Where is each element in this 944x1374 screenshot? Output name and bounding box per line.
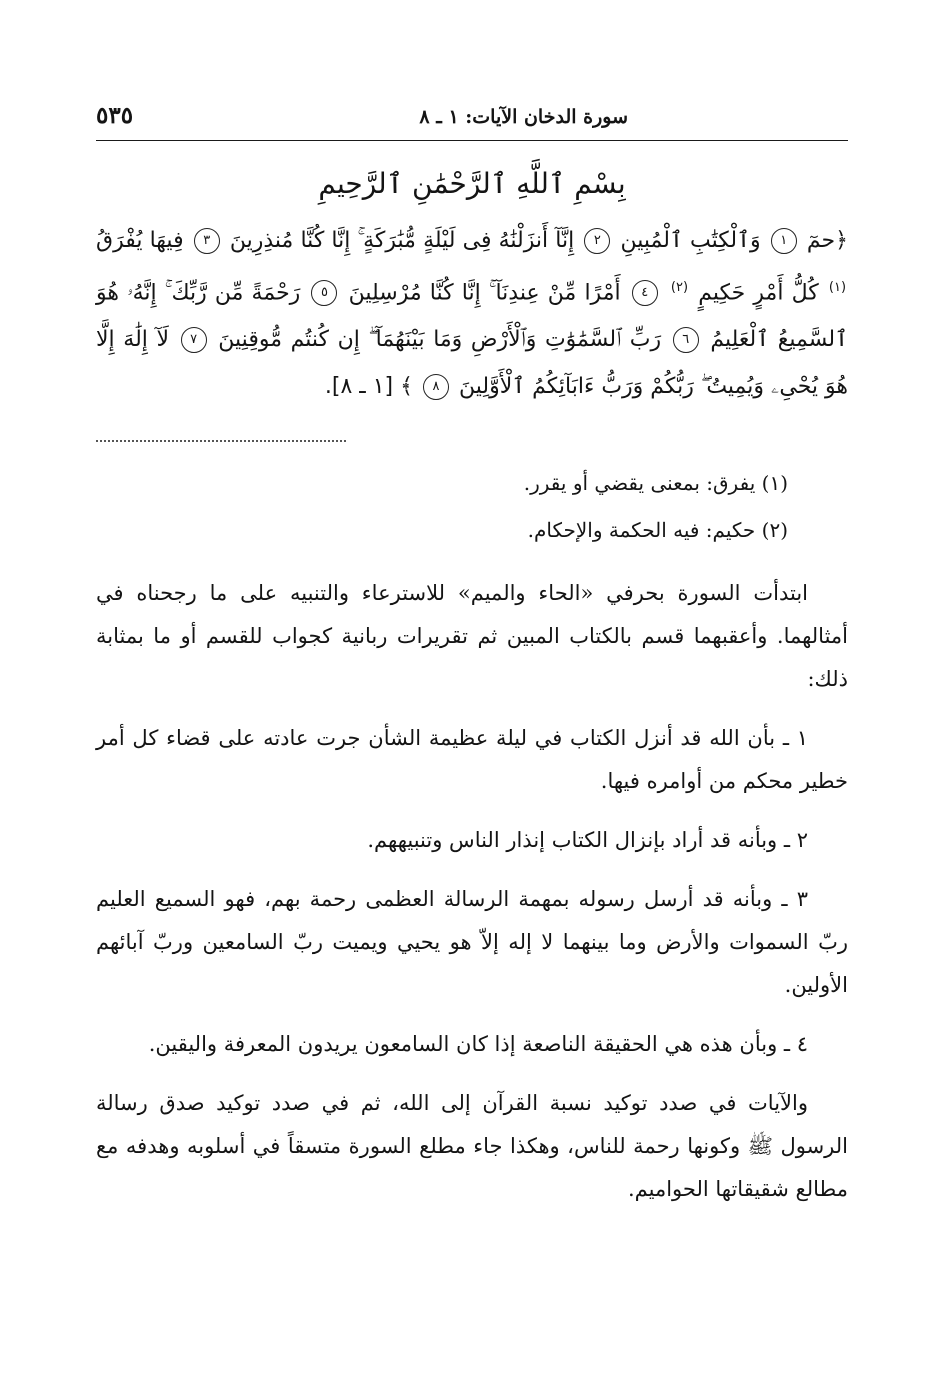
ayah-number-marker: ٣ [194,228,220,254]
ayah-number-marker: ١ [771,228,797,254]
paragraph: ابتدأت السورة بحرفي «الحاء والميم» للاسترعاء والتنبيه على ما رجحناه في أمثالهما. وأعقبهما قسم بالكتاب المبين ثم تقريرات ربانية كجواب للقسم أو ما بمثابة ذلك: [96,581,848,692]
page-number: ٥٣٥ [96,102,134,129]
verse-reference: ﴾ [١ ـ ٨]. [324,374,413,400]
paragraph: والآيات في صدد توكيد نسبة القرآن إلى الله، ثم في صدد توكيد صدق رسالة الرسول ﷺ وكونها رحمة للناس، وهكذا جاء مطلع السورة متسقاً في أسلوبه وهدفه مع مطالع شقيقاتها الحواميم. [96,1091,848,1202]
paragraph: ٢ ـ وبأنه قد أراد بإنزال الكتاب إنذار الناس وتنبيههم. [367,828,808,853]
ayah-number-marker: ٥ [311,280,337,306]
verse-text: إِنَّآ أَنزَلْنَٰهُ فِى لَيْلَةٍ مُّبَٰرَكَةٍ ۚ إِنَّا كُنَّا مُنذِرِينَ [229,228,575,253]
verse-text: وَٱلْكِتَٰبِ ٱلْمُبِينِ [620,228,761,253]
verse-text: رَبِّ ٱلسَّمَٰوَٰتِ وَٱلْأَرْضِ وَمَا بَيْنَهُمَآ ۖ إِن كُنتُم مُّوقِنِينَ [218,327,662,353]
ayah-number-marker: ٢ [584,228,610,254]
ayah-number-marker: ٤ [632,280,658,306]
paragraph: ١ ـ بأن الله قد أنزل الكتاب في ليلة عظيمة الشأن جرت عادته على قضاء كل أمر خطير محكم من أوامره فيها. [96,726,848,794]
footnote-reference: (١) [828,280,847,295]
verse-text: فِيهَا يُفْرَقُ [96,228,184,253]
footnotes [96,460,848,554]
verse-text: لَآ إِلَٰهَ إِلَّا هُوَ يُحْىِۦ وَيُمِيتُ ۖ رَبُّكُمْ وَرَبُّ ءَابَآئِكُمُ ٱلْأَوَّلِينَ [96,327,848,400]
running-title: سورة الدخان الآيات: ١ ـ ٨ [419,106,628,128]
footnote: (٢) حكيم: فيه الحكمة والإحكام. [527,518,788,543]
quran-verses [96,217,848,410]
paragraph: ٤ ـ وبأن هذه هي الحقيقة الناصعة إذا كان السامعون يريدون المعرفة واليقين. [148,1032,808,1057]
verse-text: ﴿حمٓ [806,228,848,253]
ayah-number-marker: ٧ [181,327,207,353]
footnote: (١) يفرق: بمعنى يقضي أو يقرر. [523,471,788,496]
ayah-number-marker: ٨ [423,374,449,400]
book-page [96,96,848,1316]
page-header [96,96,848,141]
commentary-text [96,572,848,1211]
footnote-separator [96,440,346,442]
verse-text: أَمْرًا مِّنْ عِندِنَآ ۚ إِنَّا كُنَّا مُرْسِلِينَ [348,280,621,306]
footnote-reference: (٢) [670,280,689,295]
basmala: بِسْمِ ٱللَّهِ ٱلرَّحْمَٰنِ ٱلرَّحِيمِ [318,167,626,200]
ayah-number-marker: ٦ [673,327,699,353]
verse-text: رَحْمَةً مِّن رَّبِّكَ ۚ إِنَّهُۥ هُوَ ٱلسَّمِيعُ ٱلْعَلِيمُ [96,280,848,353]
verse-text: كُلُّ أَمْرٍ حَكِيمٍ [698,280,819,306]
paragraph: ٣ ـ وبأنه قد أرسل رسوله بمهمة الرسالة العظمى رحمة بهم، فهو السميع العليم ربّ السموات والأرض وما بينهما لا إله إلاّ هو يحيي ويميت ربّ السامعين وربّ آبائهم الأولين. [96,887,848,998]
